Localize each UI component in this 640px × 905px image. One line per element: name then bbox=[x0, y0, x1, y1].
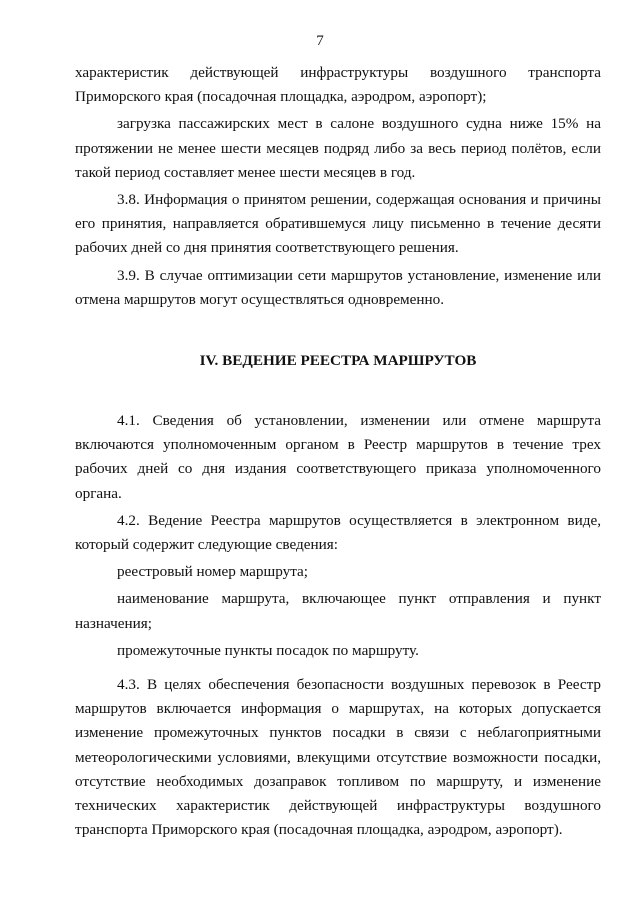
paragraph-4-2: 4.2. Ведение Реестра маршрутов осуществляется в электронном виде, который содержит следующие сведения: bbox=[75, 511, 601, 554]
paragraph-continuation: характеристик действующей инфраструктуры воздушного транспорта Приморского края (посадочная площадка, аэродром, аэропорт); bbox=[75, 64, 601, 106]
paragraph-4-3: 4.3. В целях обеспечения безопасности воздушных перевозок в Реестр маршрутов включается информация о маршрутах, на которых допускается изменение промежуточных пунктов посадки в связи с неблагоприятными метеорологическими условиями, влекущими отсутствие возможности посадки, отсутствие необходимых дозаправок топливом по маршруту, и изменение технических характеристик действующей инфраструктуры воздушного транспорта Приморского края (посадочная площадка, аэродром, аэропорт). bbox=[75, 676, 601, 839]
paragraph-3-9: 3.9. В случае оптимизации сети маршрутов установление, изменение или отмена маршрутов могут осуществляться одновременно. bbox=[75, 266, 601, 308]
paragraph-4-1: 4.1. Сведения об установлении, изменении или отмене маршрута включаются уполномоченным органом в Реестр маршрутов в течение трех рабочих дней со дня издания соответствующего приказа уполномоченного органа. bbox=[75, 412, 601, 502]
paragraph-3-8: 3.8. Информация о принятом решении, содержащая основания и причины его принятия, направляется обратившемуся лицу письменно в течение десяти рабочих дней со дня принятия соответствующего решения. bbox=[75, 191, 601, 257]
page-number: 7 bbox=[316, 33, 324, 49]
list-item-intermediate-points: промежуточные пункты посадок по маршруту. bbox=[117, 641, 419, 659]
list-item-registry-number: реестровый номер маршрута; bbox=[117, 563, 308, 581]
section-heading: IV. ВЕДЕНИЕ РЕЕСТРА МАРШРУТОВ bbox=[199, 352, 477, 370]
document-body bbox=[75, 61, 601, 842]
list-item-route-name: наименование маршрута, включающее пункт отправления и пункт назначения; bbox=[75, 590, 601, 632]
paragraph-passenger-load: загрузка пассажирских мест в салоне воздушного судна ниже 15% на протяжении не менее шести месяцев подряд либо за весь период полётов, если такой период составляет менее шести месяцев в год. bbox=[75, 115, 601, 181]
